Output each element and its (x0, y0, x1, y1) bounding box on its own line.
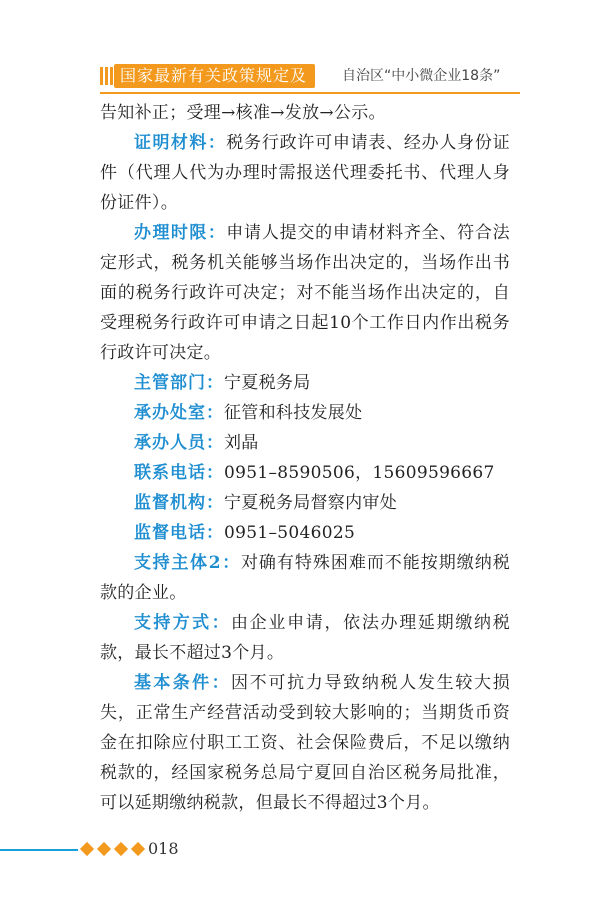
field-value: 申请人提交的申请材料齐全、符合法定形式，税务机关能够当场作出决定的，当场作出书面的税务行政许可决定；对不能当场作出决定的，自受理税务行政许可申请之日起10个工作日内作出税务行政许可决定。 (100, 223, 510, 363)
field-label: 主管部门： (134, 373, 224, 393)
paragraph-supervisor-phone (100, 518, 510, 548)
paragraph-office (100, 398, 510, 428)
field-value: 因不可抗力导致纳税人发生较大损失，正常生产经营活动受到较大影响的；当期货币资金在扣除应付职工工资、社会保险费后，不足以缴纳税款的，经国家税务总局宁夏回自治区税务局批准，可以延期缴纳税款，但最长不得超过3个月。 (100, 673, 511, 813)
field-value: 对确有特殊困难而不能按期缴纳税款的企业。 (100, 553, 510, 603)
field-label: 监督电话： (134, 523, 224, 543)
header-banner: 国家最新有关政策规定及 (114, 64, 315, 88)
header-rule (100, 92, 520, 94)
field-value: 征管和科技发展处 (224, 403, 363, 423)
field-value: 0951–5046025 (224, 523, 356, 543)
paragraph-support-method (100, 608, 510, 668)
paragraph-department (100, 368, 510, 398)
field-label: 监督机构： (134, 493, 224, 513)
field-value: 0951–8590506，15609596667 (224, 463, 495, 483)
paragraph-text: 告知补正；受理→核准→发放→公示。 (100, 103, 386, 123)
page-number: 018 (148, 839, 179, 858)
field-value: 宁夏税务局 (224, 373, 311, 393)
field-value: 刘晶 (224, 433, 259, 453)
paragraph-staff (100, 428, 510, 458)
header-subtitle: 自治区“中小微企业18条” (342, 68, 501, 84)
paragraph-conditions (100, 668, 510, 818)
footer-rule (0, 849, 78, 851)
page-body (100, 98, 510, 818)
field-value: 由企业申请，依法办理延期缴纳税款，最长不超过3个月。 (100, 613, 511, 663)
field-label: 支持方式： (134, 613, 231, 633)
field-label: 基本条件： (134, 673, 231, 693)
paragraph-procedure (100, 98, 510, 128)
field-label: 支持主体2： (134, 553, 241, 573)
paragraph-documents (100, 128, 510, 218)
paragraph-supervisor (100, 488, 510, 518)
field-value: 宁夏税务局督察内审处 (224, 493, 397, 513)
paragraph-support-subject (100, 548, 510, 608)
paragraph-time-limit (100, 218, 510, 368)
field-label: 联系电话： (134, 463, 224, 483)
header-bars-decoration (100, 67, 113, 85)
field-label: 承办处室： (134, 403, 224, 423)
diamond-ornament-icon (80, 841, 145, 857)
field-value: 税务行政许可申请表、经办人身份证件（代理人代为办理时需报送代理委托书、代理人身份证件）。 (100, 133, 510, 213)
field-label: 办理时限： (134, 223, 227, 243)
page-footer (0, 835, 600, 865)
paragraph-phone (100, 458, 510, 488)
field-label: 证明材料： (134, 133, 227, 153)
running-header (100, 60, 520, 94)
field-label: 承办人员： (134, 433, 224, 453)
